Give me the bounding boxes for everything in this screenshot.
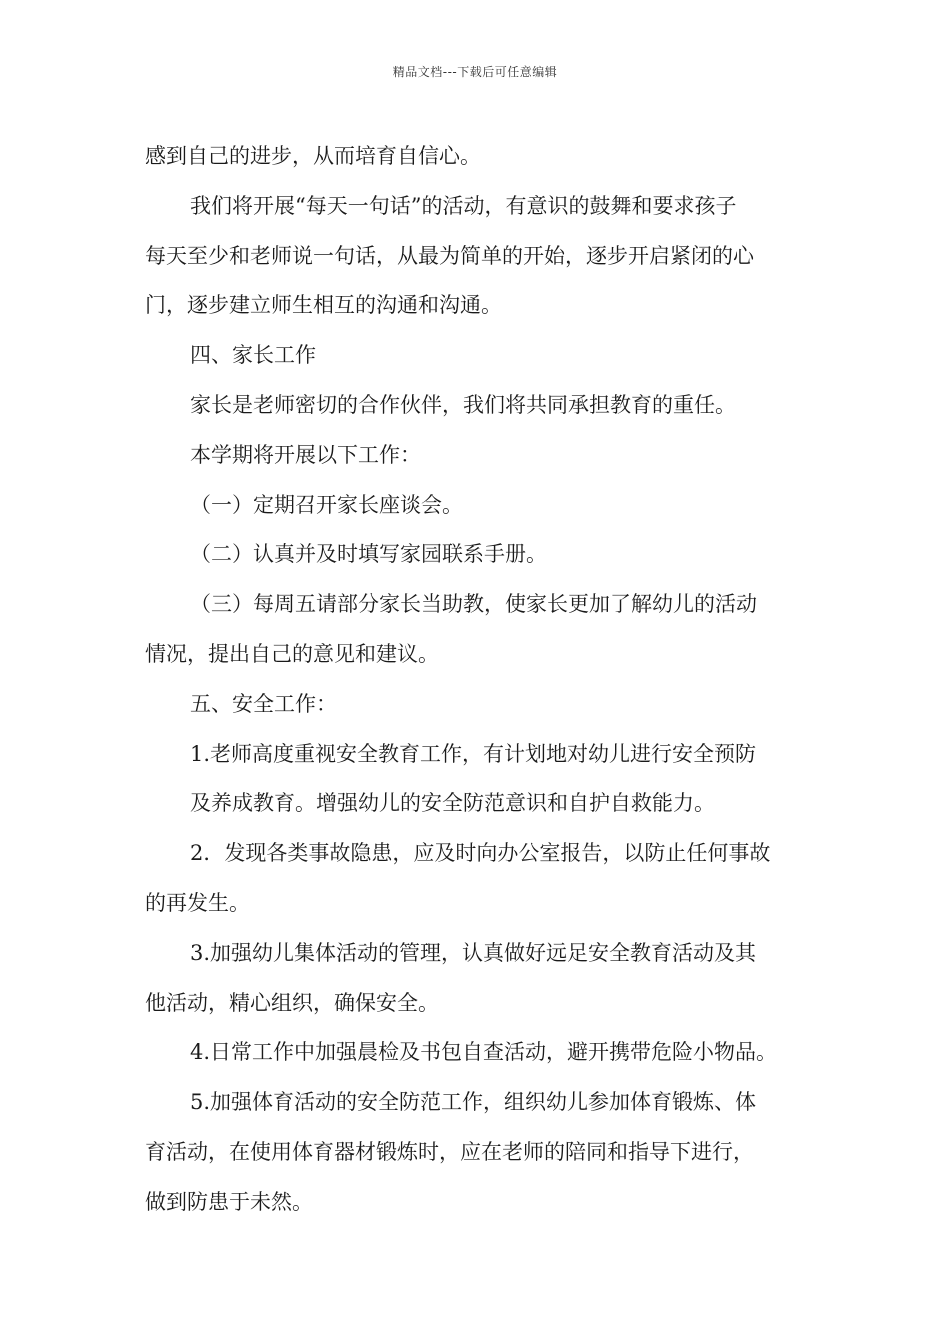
text-line: 他活动，精心组织，确保安全。 xyxy=(145,990,439,1015)
list-item: （一）定期召开家长座谈会。 xyxy=(190,492,463,517)
document-body xyxy=(145,132,810,1228)
list-item: 1.老师高度重视安全教育工作，有计划地对幼儿进行安全预防 xyxy=(190,741,757,766)
text-line: 的再发生。 xyxy=(145,890,250,915)
list-item: 5.加强体育活动的安全防范工作，组织幼儿参加体育锻炼、体 xyxy=(190,1090,757,1115)
section-heading: 五、安全工作： xyxy=(190,691,337,716)
text-line: 做到防患于未然。 xyxy=(145,1189,313,1214)
text-line: 门，逐步建立师生相互的沟通和沟通。 xyxy=(145,293,502,318)
text-line: 每天至少和老师说一句话，从最为简单的开始，逐步开启紧闭的心 xyxy=(145,243,754,268)
text-line: 家长是老师密切的合作伙伴，我们将共同承担教育的重任。 xyxy=(190,392,736,417)
text-line: 感到自己的进步，从而培育自信心。 xyxy=(145,144,481,168)
list-item: 4.日常工作中加强晨检及书包自查活动，避开携带危险小物品。 xyxy=(190,1040,778,1065)
list-item: 2．发现各类事故隐患，应及时向办公室报告，以防止任何事故 xyxy=(190,841,771,866)
text-line: 本学期将开展以下工作： xyxy=(190,442,421,467)
text-line: 育活动，在使用体育器材锻炼时，应在老师的陪同和指导下进行， xyxy=(145,1139,754,1164)
list-item: （三）每周五请部分家长当助教，使家长更加了解幼儿的活动 xyxy=(190,592,757,617)
text-line: 情况，提出自己的意见和建议。 xyxy=(145,641,439,666)
text-line: 及养成教育。增强幼儿的安全防范意识和自护自救能力。 xyxy=(190,791,715,816)
text-line: 我们将开展“每天一句话”的活动，有意识的鼓舞和要求孩子 xyxy=(190,193,737,218)
list-item: 3.加强幼儿集体活动的管理，认真做好远足安全教育活动及其 xyxy=(190,940,757,965)
page-header: 精品文档---下载后可任意编辑 xyxy=(392,65,558,79)
section-heading: 四、家长工作 xyxy=(190,343,316,368)
list-item: （二）认真并及时填写家园联系手册。 xyxy=(190,542,547,567)
